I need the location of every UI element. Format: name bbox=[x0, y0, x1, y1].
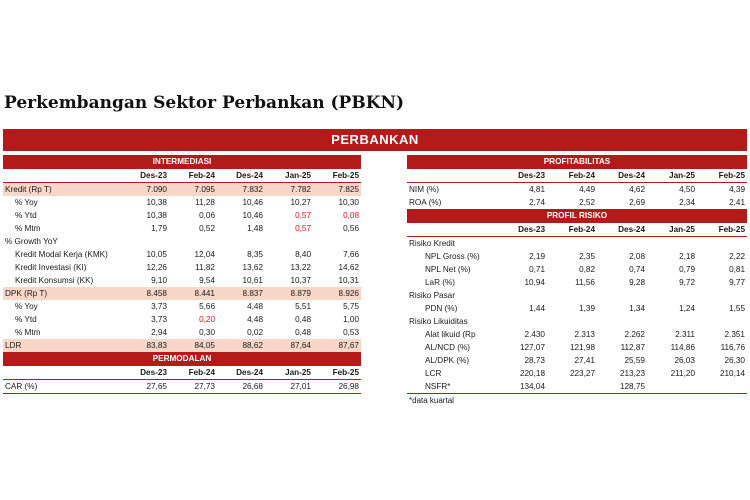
left-table bbox=[3, 155, 361, 394]
row-label: Kredit Konsumsi (KK) bbox=[15, 276, 94, 285]
row-value: 10,37 bbox=[290, 276, 311, 285]
row-value: 4,48 bbox=[247, 302, 263, 311]
row-value: 0,06 bbox=[199, 211, 215, 220]
row-value: 4,81 bbox=[529, 185, 545, 194]
row-value: 10,27 bbox=[290, 198, 311, 207]
row-value: 25,59 bbox=[624, 356, 645, 365]
row-value: 7.095 bbox=[169, 183, 217, 197]
row-label: NPL Net (%) bbox=[425, 265, 471, 274]
row-value: 12,04 bbox=[194, 250, 215, 259]
row-label: AL/NCD (%) bbox=[425, 343, 471, 352]
row-value: 4,49 bbox=[579, 185, 595, 194]
header-blank bbox=[407, 169, 497, 183]
row-value: 128,75 bbox=[597, 380, 647, 394]
table-row bbox=[3, 326, 361, 339]
row-label: DPK (Rp T) bbox=[3, 287, 121, 300]
row-value: 1,34 bbox=[629, 304, 645, 313]
row-value: 4,39 bbox=[729, 185, 745, 194]
row-value: 9,54 bbox=[199, 276, 215, 285]
row-value: 27,41 bbox=[574, 356, 595, 365]
table-row bbox=[407, 276, 747, 289]
table-row bbox=[407, 196, 747, 209]
row-value: 0,48 bbox=[295, 315, 311, 324]
row-value: 116,76 bbox=[720, 343, 745, 352]
row-value: 3,73 bbox=[151, 315, 167, 324]
table-row bbox=[3, 222, 361, 235]
header-blank bbox=[3, 169, 121, 183]
row-value: 5,51 bbox=[295, 302, 311, 311]
row-value: 2,35 bbox=[579, 252, 595, 261]
profitabilitas-periods bbox=[407, 169, 747, 183]
permodalan-periods bbox=[3, 366, 361, 380]
row-label: Alat likuid (Rp bbox=[425, 330, 476, 339]
row-value: 7,66 bbox=[343, 250, 359, 259]
row-value: 27,73 bbox=[169, 380, 217, 394]
row-label: PDN (%) bbox=[425, 304, 458, 313]
row-value: 220,18 bbox=[519, 369, 545, 378]
row-value: 9,72 bbox=[679, 278, 695, 287]
row-value: 0,71 bbox=[529, 265, 545, 274]
row-value: 0,30 bbox=[199, 328, 215, 337]
row-label: NIM (%) bbox=[409, 185, 440, 194]
row-value: 1,00 bbox=[343, 315, 359, 324]
row-value: 1,48 bbox=[247, 224, 263, 233]
row-value: 26,68 bbox=[217, 380, 265, 394]
period-header: Feb-25 bbox=[697, 223, 747, 237]
header-blank bbox=[407, 223, 497, 237]
period-header: Feb-25 bbox=[313, 366, 361, 380]
row-value: 0,57 bbox=[295, 211, 311, 220]
table-row bbox=[407, 341, 747, 354]
row-value: 8.926 bbox=[313, 287, 361, 300]
row-value: 0,48 bbox=[295, 328, 311, 337]
row-value: 10,61 bbox=[242, 276, 263, 285]
table-row bbox=[407, 183, 747, 197]
row-value: 84,05 bbox=[169, 339, 217, 352]
row-value bbox=[313, 235, 361, 248]
row-value: 8,40 bbox=[295, 250, 311, 259]
intermediasi-header bbox=[3, 155, 361, 169]
row-label: % Yoy bbox=[15, 198, 38, 207]
row-value: 10,46 bbox=[242, 198, 263, 207]
row-label: CAR (%) bbox=[3, 380, 121, 394]
row-value: 1,79 bbox=[151, 224, 167, 233]
row-value: 1,24 bbox=[679, 304, 695, 313]
row-value: 0,56 bbox=[343, 224, 359, 233]
intermediasi-periods bbox=[3, 169, 361, 183]
row-value: 87,64 bbox=[265, 339, 313, 352]
period-header: Des-23 bbox=[497, 169, 547, 183]
period-header: Jan-25 bbox=[647, 169, 697, 183]
table-row bbox=[407, 367, 747, 380]
risk-group-label: Risiko Kredit bbox=[409, 239, 455, 248]
row-value: 27,01 bbox=[265, 380, 313, 394]
row-label: % Growth YoY bbox=[5, 237, 58, 246]
row-value: 7.782 bbox=[265, 183, 313, 197]
row-label: AL/DPK (%) bbox=[425, 356, 470, 365]
row-label: % Yoy bbox=[15, 302, 38, 311]
period-header: Des-24 bbox=[217, 169, 265, 183]
period-header: Des-24 bbox=[597, 223, 647, 237]
row-label: Kredit Investasi (KI) bbox=[15, 263, 87, 272]
row-value: 127,07 bbox=[519, 343, 545, 352]
row-value: 7.825 bbox=[313, 183, 361, 197]
row-value: 10,38 bbox=[146, 198, 167, 207]
table-row bbox=[3, 235, 361, 248]
row-label: Kredit Modal Kerja (KMK) bbox=[15, 250, 108, 259]
period-header: Des-23 bbox=[497, 223, 547, 237]
row-value: 27,65 bbox=[121, 380, 169, 394]
row-value bbox=[217, 235, 265, 248]
row-value: 2.311 bbox=[675, 330, 695, 339]
table-row bbox=[407, 354, 747, 367]
row-value: 2,41 bbox=[729, 198, 745, 207]
right-panel bbox=[407, 155, 747, 408]
period-header: Feb-25 bbox=[313, 169, 361, 183]
period-header: Feb-25 bbox=[697, 169, 747, 183]
row-value: 4,48 bbox=[247, 315, 263, 324]
row-value: 2,94 bbox=[151, 328, 167, 337]
row-value: 2.262 bbox=[624, 330, 645, 339]
row-value: 5,75 bbox=[343, 302, 359, 311]
row-value: 2,19 bbox=[529, 252, 545, 261]
row-value: 2,74 bbox=[529, 198, 545, 207]
row-value: 26,03 bbox=[674, 356, 695, 365]
row-value: 112,87 bbox=[620, 343, 645, 352]
profil-risiko-periods bbox=[407, 223, 747, 237]
row-value: 26,30 bbox=[724, 356, 745, 365]
row-value: 2,69 bbox=[629, 198, 645, 207]
row-value: 2,08 bbox=[629, 252, 645, 261]
page-title: Perkembangan Sektor Perbankan (PBKN) bbox=[4, 93, 405, 113]
row-value: 2,22 bbox=[729, 252, 745, 261]
row-value: 26,98 bbox=[313, 380, 361, 394]
intermediasi-header-title: INTERMEDIASI bbox=[3, 155, 361, 169]
row-value: 1,55 bbox=[729, 304, 745, 313]
row-value: 87,67 bbox=[313, 339, 361, 352]
table-row bbox=[3, 209, 361, 222]
row-label: ROA (%) bbox=[409, 198, 442, 207]
row-value: 10,38 bbox=[146, 211, 167, 220]
table-row bbox=[3, 196, 361, 209]
row-value: 7.832 bbox=[217, 183, 265, 197]
profitabilitas-header bbox=[407, 155, 747, 169]
row-value bbox=[697, 380, 747, 394]
row-value: 5,66 bbox=[199, 302, 215, 311]
row-value: 8.458 bbox=[121, 287, 169, 300]
profil-risiko-header-title: PROFIL RISIKO bbox=[407, 209, 747, 223]
period-header: Feb-24 bbox=[169, 169, 217, 183]
row-value: 13,22 bbox=[290, 263, 311, 272]
row-label: NPL Gross (%) bbox=[425, 252, 480, 261]
row-label: LCR bbox=[425, 369, 442, 378]
period-header: Des-24 bbox=[597, 169, 647, 183]
row-value: 4,50 bbox=[679, 185, 695, 194]
row-label: Kredit (Rp T) bbox=[3, 183, 121, 197]
row-label: LaR (%) bbox=[425, 278, 456, 287]
row-value: 134,04 bbox=[497, 380, 547, 394]
row-value: 9,28 bbox=[629, 278, 645, 287]
row-value: 8.441 bbox=[169, 287, 217, 300]
row-label: LDR bbox=[3, 339, 121, 352]
permodalan-header bbox=[3, 352, 361, 366]
period-header: Jan-25 bbox=[265, 169, 313, 183]
row-value: 0,79 bbox=[679, 265, 695, 274]
row-value bbox=[647, 380, 697, 394]
row-label: NSFR* bbox=[407, 380, 497, 394]
period-header: Des-24 bbox=[217, 366, 265, 380]
row-value: 7.090 bbox=[121, 183, 169, 197]
risk-group-label: Risiko Pasar bbox=[409, 291, 455, 300]
row-value: 2.313 bbox=[574, 330, 595, 339]
row-value: 8.837 bbox=[217, 287, 265, 300]
row-value: 0,82 bbox=[579, 265, 595, 274]
row-value: 0,52 bbox=[199, 224, 215, 233]
section-banner: PERBANKAN bbox=[3, 129, 747, 151]
profil-risiko-header bbox=[407, 209, 747, 223]
row-label: % Ytd bbox=[15, 315, 37, 324]
period-header: Feb-24 bbox=[547, 223, 597, 237]
row-value: 10,46 bbox=[242, 211, 263, 220]
table-row bbox=[407, 380, 747, 394]
left-panel bbox=[3, 155, 361, 394]
row-value: 0,74 bbox=[629, 265, 645, 274]
row-value: 9,10 bbox=[151, 276, 167, 285]
profitabilitas-header-title: PROFITABILITAS bbox=[407, 155, 747, 169]
period-header: Des-23 bbox=[121, 169, 169, 183]
row-value: 88,62 bbox=[217, 339, 265, 352]
table-row bbox=[3, 183, 361, 197]
right-table bbox=[407, 155, 747, 394]
risk-group bbox=[407, 289, 747, 302]
table-row bbox=[407, 302, 747, 315]
row-value: 0,53 bbox=[343, 328, 359, 337]
row-value: 0,02 bbox=[247, 328, 263, 337]
row-value bbox=[121, 235, 169, 248]
row-label: % Mtm bbox=[15, 328, 41, 337]
table-row bbox=[407, 328, 747, 341]
row-value bbox=[265, 235, 313, 248]
row-label: % Mtm bbox=[15, 224, 41, 233]
row-value: 14,62 bbox=[338, 263, 359, 272]
row-value bbox=[169, 235, 217, 248]
row-value: 10,30 bbox=[338, 198, 359, 207]
row-value: 121,98 bbox=[569, 343, 595, 352]
risk-group bbox=[407, 315, 747, 328]
row-value: 0,81 bbox=[729, 265, 745, 274]
row-value: 2,18 bbox=[679, 252, 695, 261]
row-value: 2,52 bbox=[579, 198, 595, 207]
table-row bbox=[3, 274, 361, 287]
period-header: Feb-24 bbox=[547, 169, 597, 183]
table-row bbox=[407, 263, 747, 276]
row-value: 11,28 bbox=[195, 198, 215, 207]
row-value bbox=[547, 380, 597, 394]
header-blank bbox=[3, 366, 121, 380]
row-value: 223,27 bbox=[569, 369, 595, 378]
risk-group-label: Risiko Likuiditas bbox=[409, 317, 468, 326]
row-value: 210,14 bbox=[719, 369, 745, 378]
period-header: Feb-24 bbox=[169, 366, 217, 380]
risk-group bbox=[407, 237, 747, 251]
table-row bbox=[3, 261, 361, 274]
row-value: 10,31 bbox=[338, 276, 359, 285]
row-value: 2,34 bbox=[679, 198, 695, 207]
table-row bbox=[3, 339, 361, 352]
row-value: 13,62 bbox=[242, 263, 263, 272]
row-value: 0,20 bbox=[199, 315, 215, 324]
row-value: 213,23 bbox=[619, 369, 645, 378]
table-row bbox=[407, 250, 747, 263]
row-value: 11,82 bbox=[195, 263, 215, 272]
period-header: Jan-25 bbox=[647, 223, 697, 237]
row-value: 4,62 bbox=[629, 185, 645, 194]
table-row bbox=[3, 313, 361, 326]
row-value: 8.879 bbox=[265, 287, 313, 300]
footnote: *data kuartal bbox=[409, 396, 454, 405]
row-value: 28,73 bbox=[524, 356, 545, 365]
table-row bbox=[3, 300, 361, 313]
period-header: Jan-25 bbox=[265, 366, 313, 380]
row-value: 10,05 bbox=[146, 250, 167, 259]
table-row bbox=[3, 287, 361, 300]
row-value: 83,83 bbox=[121, 339, 169, 352]
row-value: 1,39 bbox=[579, 304, 595, 313]
table-row bbox=[3, 248, 361, 261]
row-value: 114,86 bbox=[670, 343, 695, 352]
row-value: 12,26 bbox=[146, 263, 167, 272]
row-value: 0,08 bbox=[343, 211, 359, 220]
row-value: 211,20 bbox=[670, 369, 695, 378]
permodalan-header-title: PERMODALAN bbox=[3, 352, 361, 366]
row-value: 2.430 bbox=[524, 330, 545, 339]
row-label: % Ytd bbox=[15, 211, 37, 220]
row-value: 0,57 bbox=[295, 224, 311, 233]
row-value: 3,73 bbox=[151, 302, 167, 311]
row-value: 1,44 bbox=[529, 304, 545, 313]
row-value: 10,94 bbox=[524, 278, 545, 287]
row-value: 9,77 bbox=[729, 278, 745, 287]
table-row bbox=[3, 380, 361, 394]
row-value: 11,56 bbox=[575, 278, 595, 287]
row-value: 2.351 bbox=[724, 330, 745, 339]
period-header: Des-23 bbox=[121, 366, 169, 380]
row-value: 8,35 bbox=[247, 250, 263, 259]
